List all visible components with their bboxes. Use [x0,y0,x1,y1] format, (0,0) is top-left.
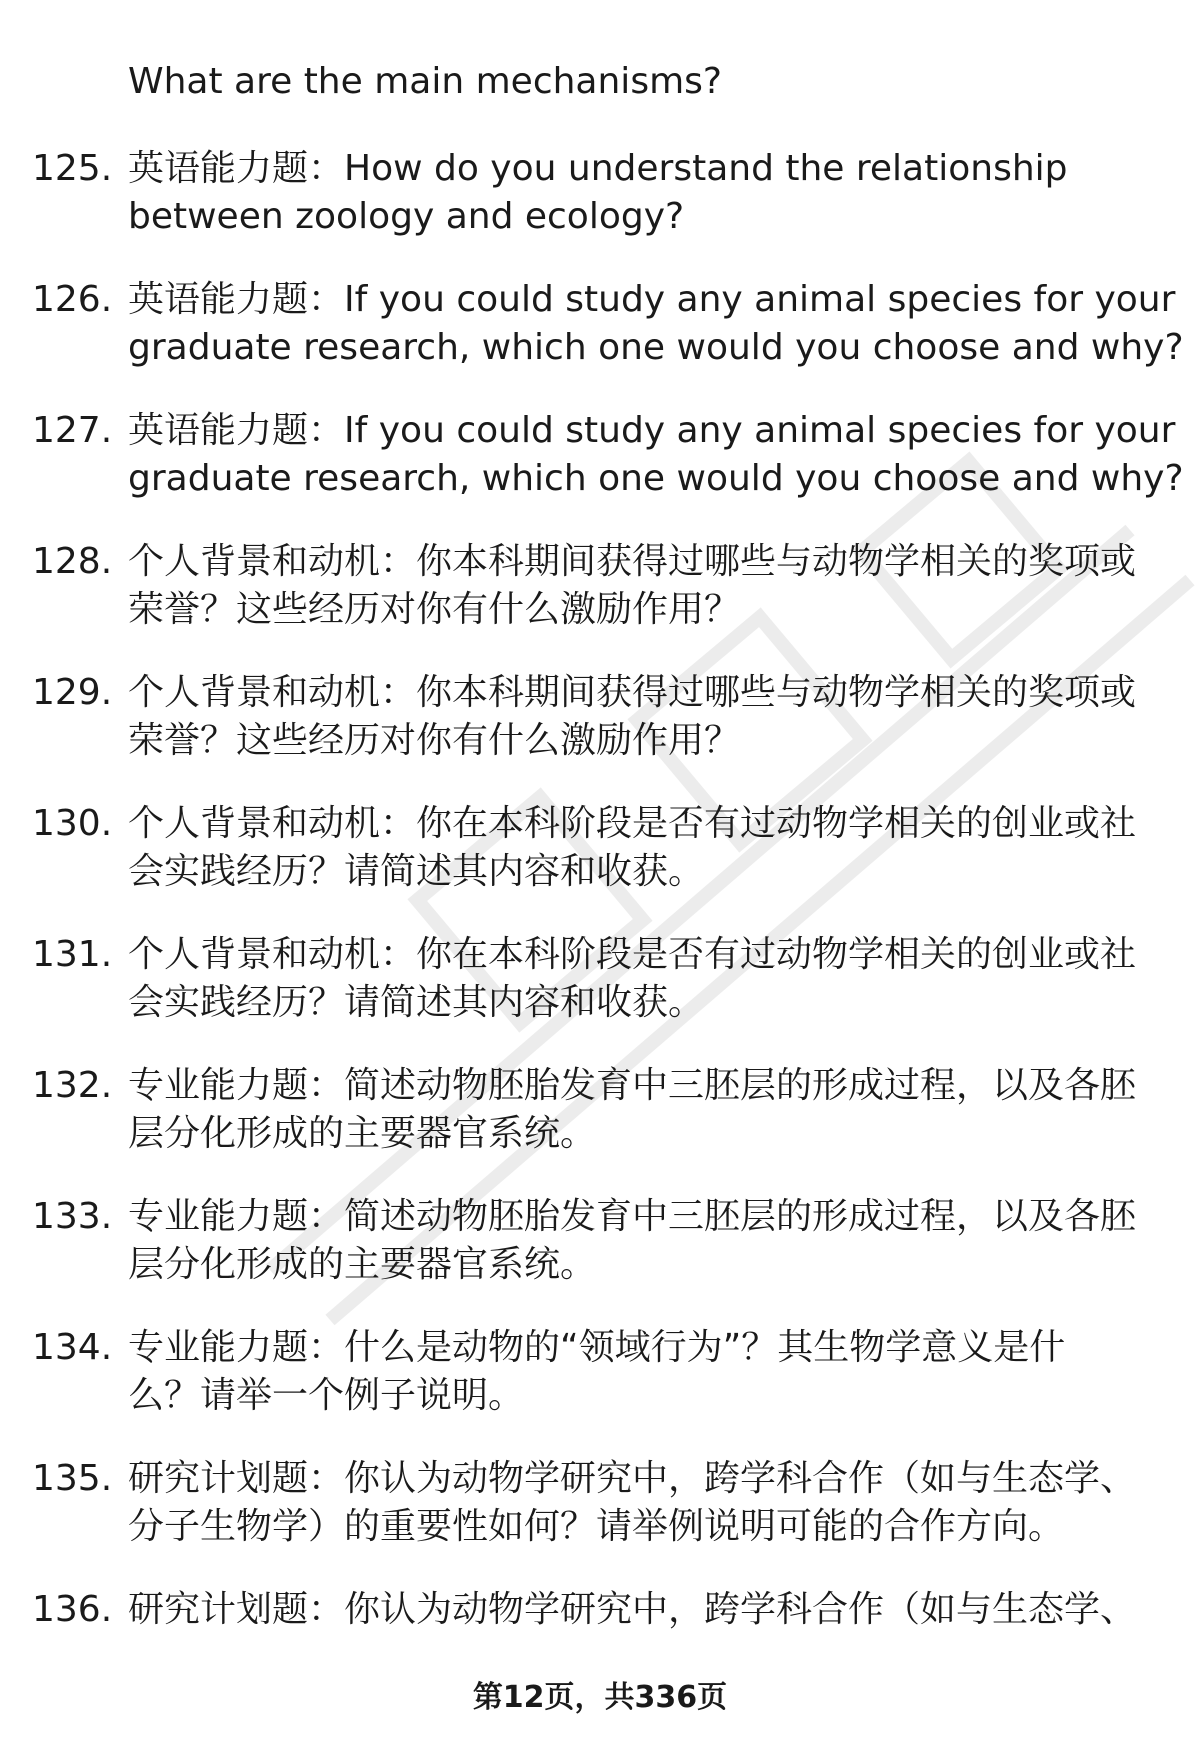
question-number: 130. [32,803,113,844]
question-text-line-2: 分子生物学）的重要性如何？请举例说明可能的合作方向。 [128,1506,1065,1547]
question-text-line-2: 会实践经历？请简述其内容和收获。 [128,851,705,892]
question-number: 127. [32,410,113,451]
question-text-line-1: 研究计划题：你认为动物学研究中，跨学科合作（如与生态学、 [128,1589,1137,1630]
question-number: 129. [32,672,113,713]
question-number: 136. [32,1589,113,1630]
question-number: 126. [32,279,113,320]
question-number: 125. [32,148,113,189]
question-text-line-2: graduate research, which one would you choose and why? [128,327,1184,368]
question-text-line-1: 英语能力题：If you could study any animal species for your [128,410,1176,451]
question-text-line-1: 英语能力题：If you could study any animal species for your [128,279,1176,320]
question-text-line-2: 么？请举一个例子说明。 [128,1375,525,1416]
question-number: 133. [32,1196,113,1237]
continued-question-text: What are the main mechanisms? [128,61,722,102]
question-text-line-1: 个人背景和动机：你本科期间获得过哪些与动物学相关的奖项或 [128,672,1137,713]
question-text-line-2: graduate research, which one would you choose and why? [128,458,1184,499]
question-text-line-2: 层分化形成的主要器官系统。 [128,1244,597,1285]
page-footer: 第12页，共336页 [472,1680,728,1715]
question-number: 132. [32,1065,113,1106]
question-text-line-1: 专业能力题：简述动物胚胎发育中三胚层的形成过程，以及各胚 [128,1065,1137,1106]
question-text-line-1: 个人背景和动机：你在本科阶段是否有过动物学相关的创业或社 [128,803,1137,844]
question-text-line-1: 专业能力题：简述动物胚胎发育中三胚层的形成过程，以及各胚 [128,1196,1137,1237]
question-text-line-2: 层分化形成的主要器官系统。 [128,1113,597,1154]
question-text-line-1: 个人背景和动机：你本科期间获得过哪些与动物学相关的奖项或 [128,541,1137,582]
question-text-line-2: 荣誉？这些经历对你有什么激励作用？ [128,720,741,761]
question-number: 131. [32,934,113,975]
question-number: 135. [32,1458,113,1499]
question-text-line-2: between zoology and ecology? [128,196,685,237]
question-text-line-2: 会实践经历？请简述其内容和收获。 [128,982,705,1023]
question-text-line-1: 英语能力题：How do you understand the relationship [128,148,1068,189]
question-text-line-1: 研究计划题：你认为动物学研究中，跨学科合作（如与生态学、 [128,1458,1137,1499]
question-number: 134. [32,1327,113,1368]
question-text-line-1: 个人背景和动机：你在本科阶段是否有过动物学相关的创业或社 [128,934,1137,975]
question-text-line-1: 专业能力题：什么是动物的“领域行为”？其生物学意义是什 [128,1327,1066,1368]
question-text-line-2: 荣誉？这些经历对你有什么激励作用？ [128,589,741,630]
question-number: 128. [32,541,113,582]
